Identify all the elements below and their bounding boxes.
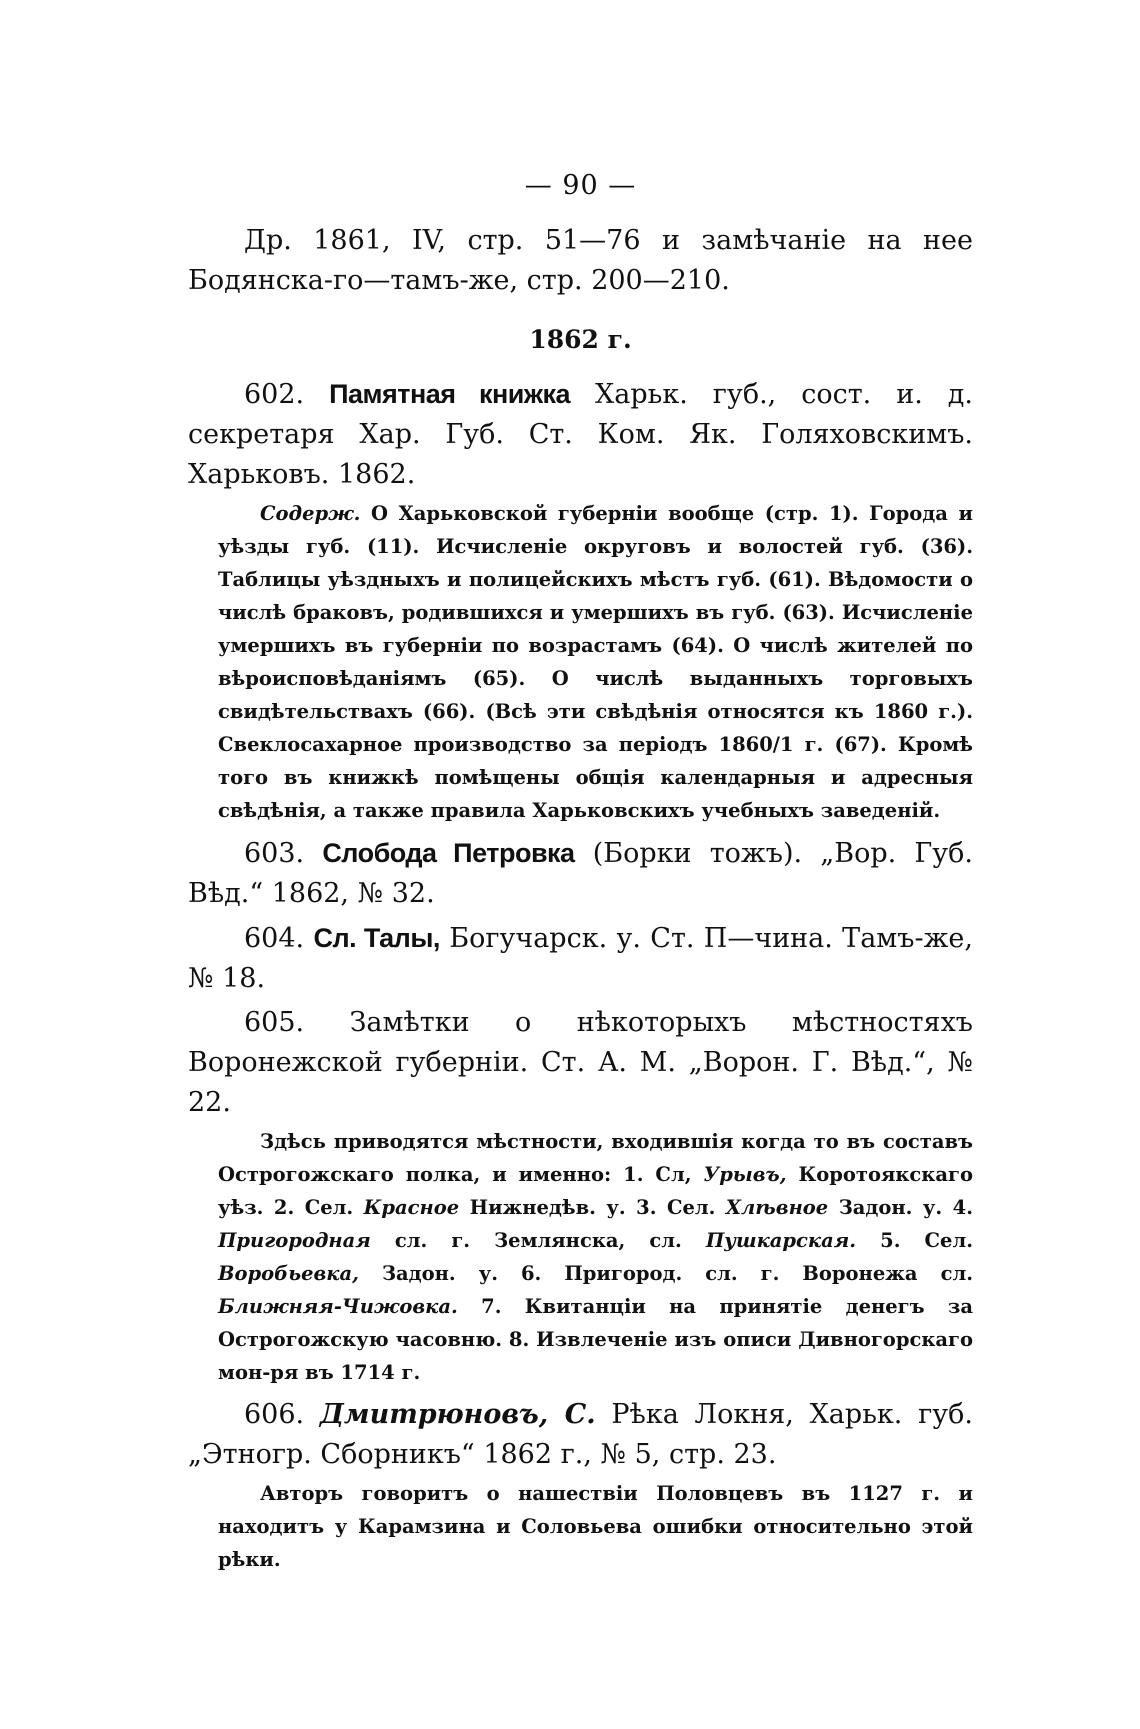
entry-603-number: 603.	[244, 838, 305, 869]
entry-605-note-part: сл. г. Землянска, сл.	[394, 1229, 682, 1252]
entry-605-note-part: 5. Сел.	[880, 1229, 973, 1252]
entry-605-number: 605.	[244, 1007, 305, 1038]
entry-605-note-part: Здѣсь приводятся мѣстности, входившія когда то въ составъ Острогожскаго полка, и именно: 1. Сл,	[218, 1130, 973, 1186]
entry-606-number: 606.	[244, 1399, 305, 1430]
entry-603-text: (Борки тожъ). „Вор. Губ. Вѣд.“ 1862, № 32.	[188, 838, 973, 909]
entry-602-title: Памятная книжка	[329, 379, 571, 409]
place-name: Хлѣвное	[725, 1196, 829, 1219]
entry-606	[188, 1395, 973, 1576]
entry-606-author: Дмитрюновъ, С.	[319, 1399, 596, 1430]
entry-605-note-part: Задон. у. 6. Пригород. сл. г. Воронежа сл.	[381, 1262, 973, 1285]
entry-606-heading	[188, 1395, 973, 1475]
document-page	[188, 170, 973, 1582]
place-name: Пригородная	[218, 1229, 371, 1252]
entry-605-note-part: Задон. у. 4.	[838, 1196, 974, 1219]
entry-604-text: Богучарск. у. Ст. П—чина. Тамъ-же, № 18.	[188, 923, 973, 994]
page-number: — 90 —	[524, 170, 637, 201]
entry-605	[188, 1003, 973, 1389]
entry-604	[188, 918, 973, 999]
entry-605-note	[218, 1125, 973, 1389]
entry-602-note-label: Содерж.	[260, 502, 361, 525]
entry-604-number: 604.	[244, 923, 305, 954]
entry-604-heading	[188, 918, 973, 999]
place-name: Ближняя-Чижовка.	[218, 1295, 458, 1318]
entry-604-title: Сл. Талы,	[313, 923, 440, 953]
entry-602-note	[218, 497, 973, 827]
entry-606-text: Рѣка Локня, Харьк. губ. „Этногр. Сборникъ“ 1862 г., № 5, стр. 23.	[188, 1399, 973, 1470]
entry-605-note-part: Коротоякскаго уѣз. 2. Сел.	[218, 1163, 973, 1219]
entry-606-note: Авторъ говоритъ о нашествіи Половцевъ въ 1127 г. и находитъ у Карамзина и Соловьева ошибки относительно этой рѣки.	[218, 1482, 973, 1571]
place-name: Воробьевка,	[218, 1262, 359, 1285]
entry-605-text: Замѣтки о нѣкоторыхъ мѣстностяхъ Воронежской губерніи. Ст. А. М. „Ворон. Г. Вѣд.“, № 22.	[188, 1007, 973, 1118]
entry-603-title: Слобода Петровка	[322, 838, 575, 868]
place-name: Урывъ,	[703, 1163, 787, 1186]
year-heading: 1862 г.	[529, 325, 632, 354]
entry-603-heading	[188, 833, 973, 914]
entry-605-note-part: 7. Квитанціи на принятіе денегъ за Острогожскую часовню. 8. Извлеченіе изъ описи Дивногорскаго мон-ря въ 1714 г.	[218, 1295, 973, 1384]
intro-paragraph: Др. 1861, IV, стр. 51—76 и замѣчаніе на нее Бодянска-го—тамъ-же, стр. 200—210.	[188, 225, 973, 296]
entry-602-text: Харьк. губ., сост. и. д. секретаря Хар. Губ. Ст. Ком. Як. Голяховскимъ. Харьковъ. 1862.	[188, 379, 973, 490]
place-name: Пушкарская.	[705, 1229, 857, 1252]
place-name: Красное	[363, 1196, 460, 1219]
entry-603	[188, 833, 973, 914]
entry-605-heading	[188, 1003, 973, 1123]
entry-602-number: 602.	[244, 379, 305, 410]
entry-602-note-text: О Харьковской губерніи вообще (стр. 1). Города и уѣзды губ. (11). Исчисленіе округовъ и волостей губ. (36). Таблицы уѣздныхъ и полицейскихъ мѣстъ губ. (61). Вѣдомости о числѣ браковъ, родившихся и умершихъ въ губ. (63). Исчисленіе умершихъ въ губерніи по возрастамъ (64). О числѣ жителей по вѣроисповѣданіямъ (65). О числѣ выданныхъ торговыхъ свидѣтельствахъ (66). (Всѣ эти свѣдѣнія относятся къ 1860 г.). Свеклосахарное производство за періодъ 1860/1 г. (67). Кромѣ того въ книжкѣ помѣщены общія календарныя и адресныя свѣдѣнія, а также правила Харьковскихъ учебныхъ заведеній.	[218, 502, 973, 822]
entry-602-heading	[188, 374, 973, 495]
entry-602	[188, 374, 973, 827]
entry-605-note-part: Нижнедѣв. у. 3. Сел.	[469, 1196, 716, 1219]
